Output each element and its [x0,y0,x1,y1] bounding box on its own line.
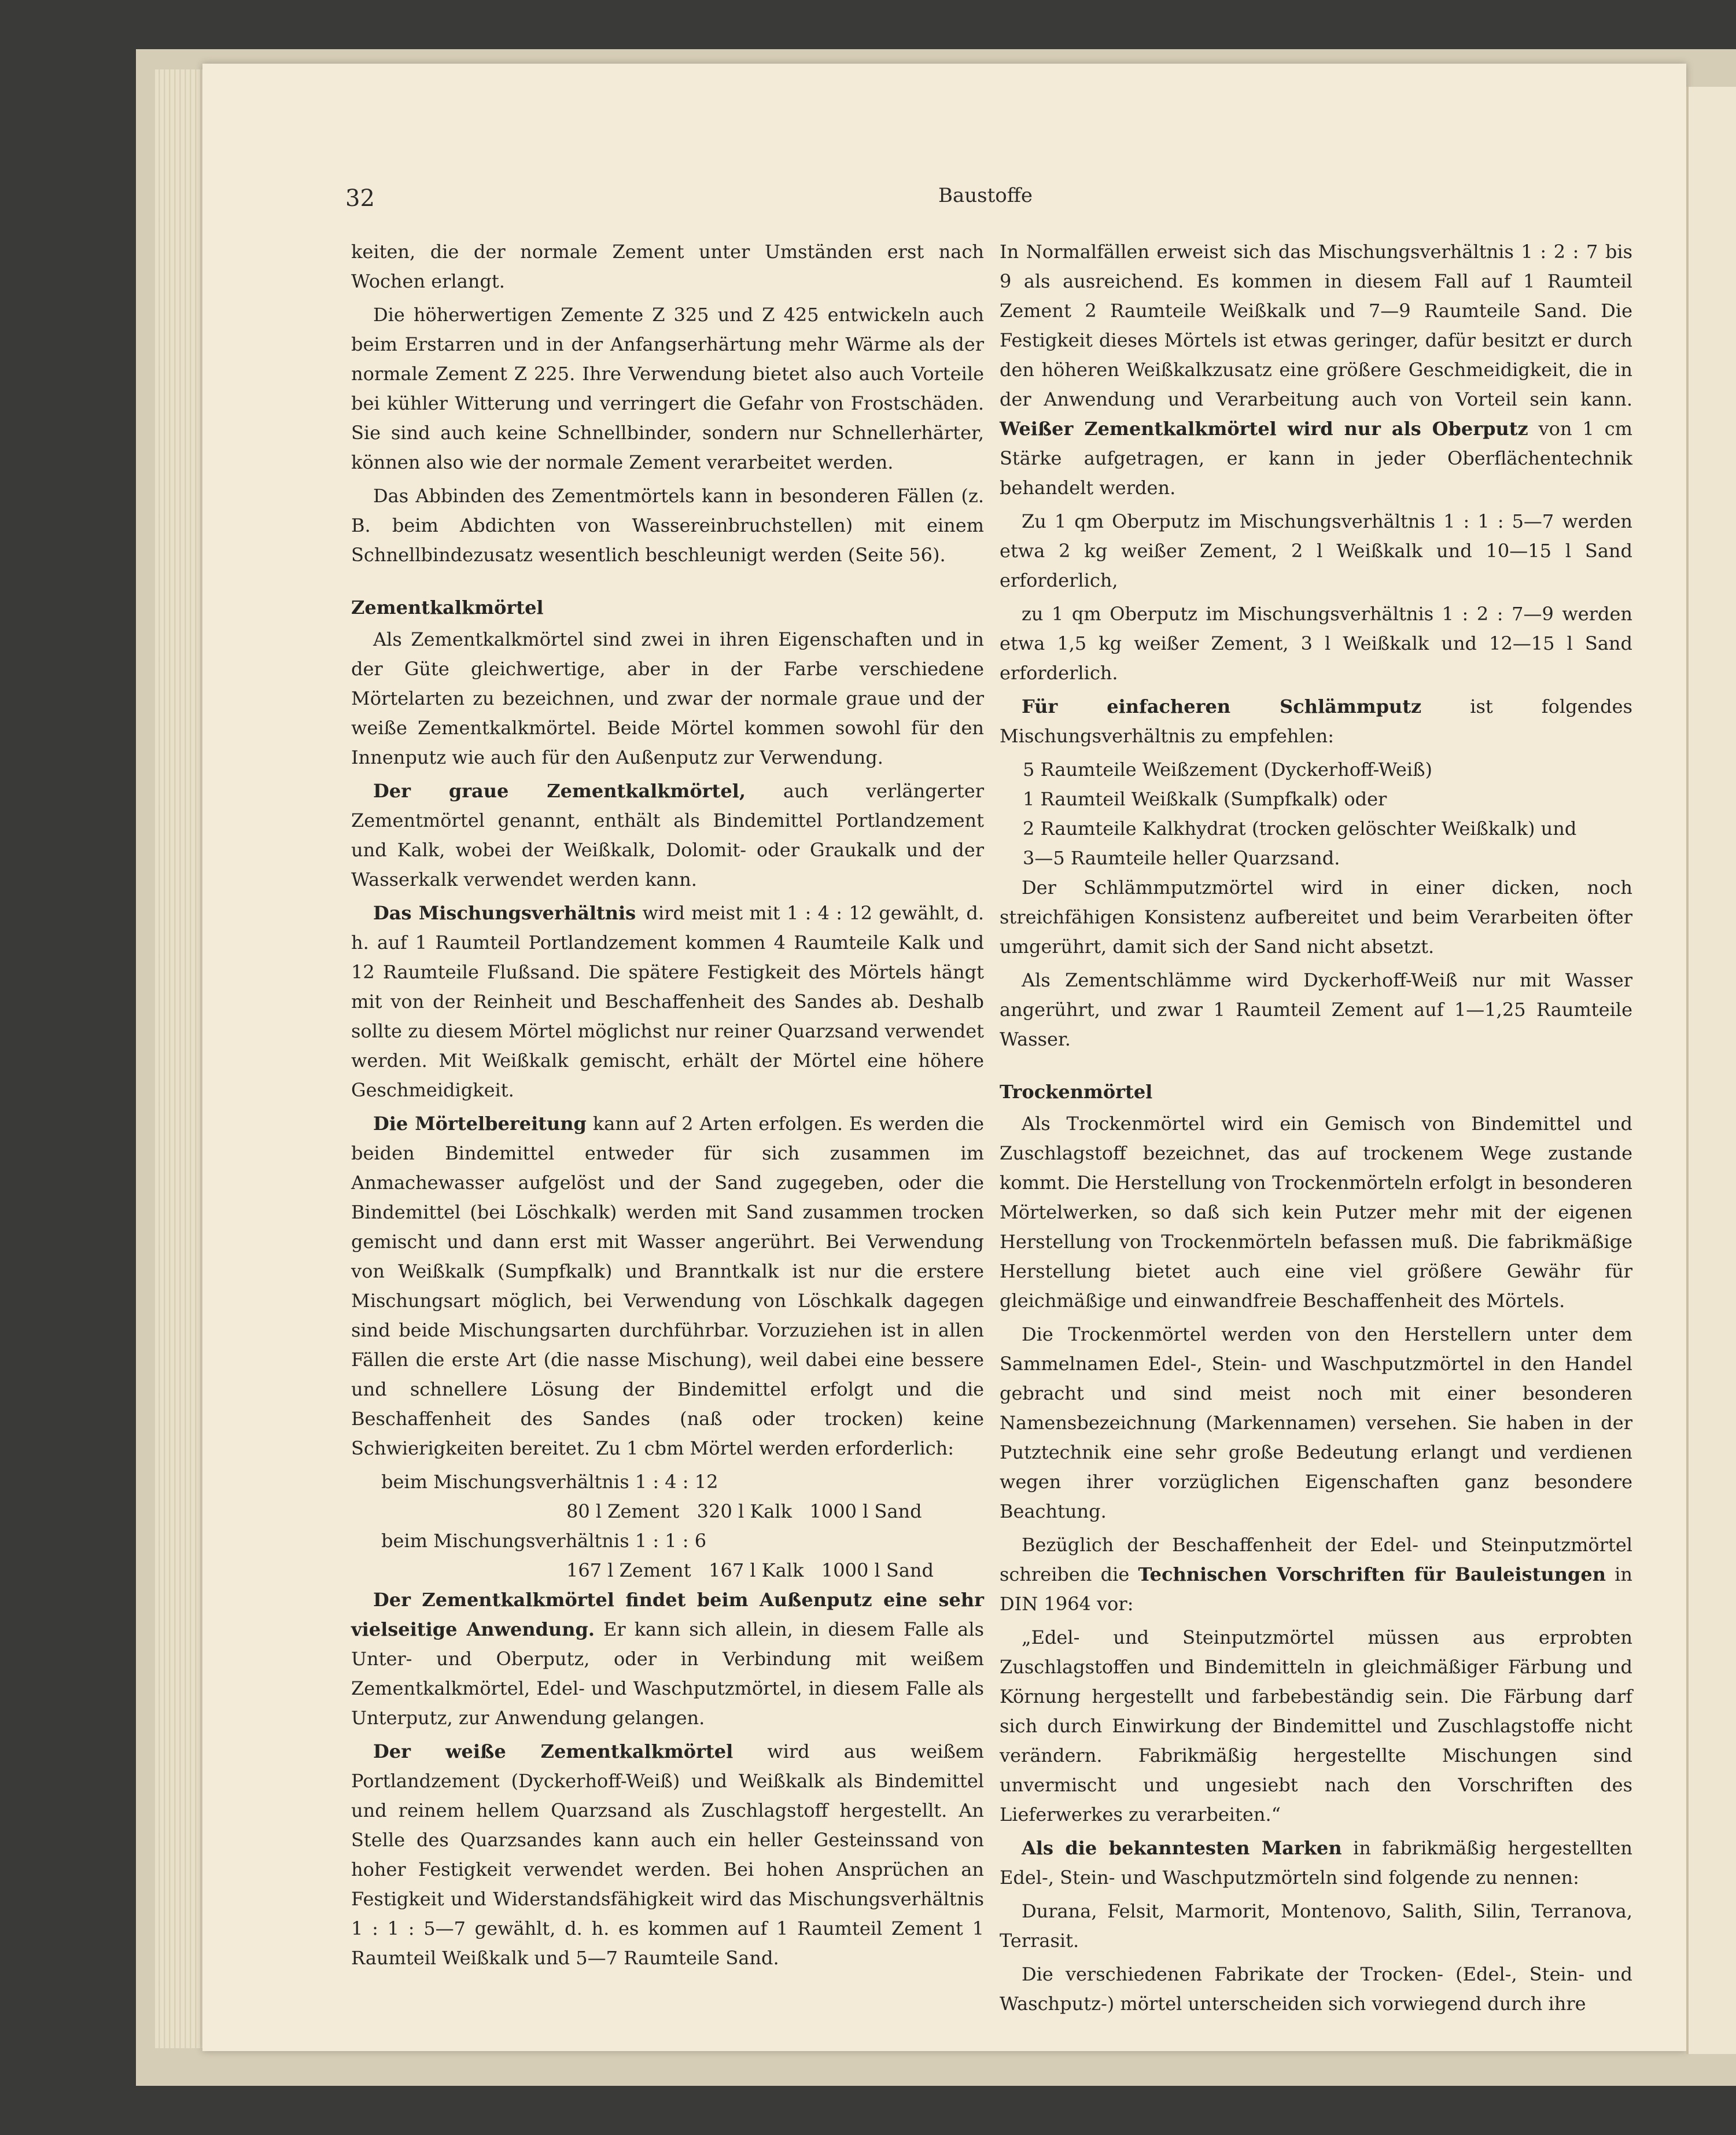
facing-page-edge [1686,87,1736,2054]
paragraph [351,1737,984,1973]
bold-phrase: Weißer Zementkalkmörtel wird nur als Oberputz [1000,418,1528,440]
brand-list: Durana, Felsit, Marmorit, Montenovo, Salith, Silin, Terranova, Terrasit. [1000,1900,1632,1952]
paragraph-text: in fabrikmäßig hergestellten Edel-, Stein- und Waschputzmörteln sind folgende zu nennen: [1000,1837,1633,1889]
paragraph-text: Bezüglich der Beschaffenheit der Edel- und Steinputzmörtel schreiben die [1000,1534,1632,1585]
bold-lead: Der graue Zementkalkmörtel, [373,780,746,802]
paragraph-text: kann auf 2 Arten erfolgen. Es werden die beiden Bindemittel entweder für sich zusammen im Anmachewasser aufgelöst und der Sand zugegeben, oder die Bindemittel (bei Löschkalk) werden mit Sand zusammen trocken gemischt und dann erst mit Wasser angerührt. Bei Verwendung von Weißkalk (Sumpfkalk) und Branntkalk ist nur die erstere Mischungsart möglich, bei Verwendung von Löschkalk dagegen sind beide Mischungsarten durchführbar. Vorzuziehen ist in allen Fällen die erste Art (die nasse Mischung), weil dabei eine bessere und schnellere Lösung der Bindemittel erfolgt und die Beschaffenheit des Sandes (naß oder trocken) keine Schwierigkeiten bereitet. Zu 1 cbm Mörtel werden erforderlich: [351,1113,985,1459]
bold-lead: Als die bekanntesten Marken [1022,1837,1342,1859]
paragraph: Zu 1 qm Oberputz im Mischungsverhältnis 1 : 1 : 5—7 werden etwa 2 kg weißer Zement, 2 l Weißkalk und 10—15 l Sand erforderlich, [1000,510,1632,591]
bold-lead: Der Zementkalkmörtel findet beim Außenputz eine sehr vielseitige Anwendung. [351,1589,984,1640]
paragraph: Die Trockenmörtel werden von den Herstellern unter dem Sammelnamen Edel-, Stein- und Waschputzmörtel in den Handel gebracht und sind meist noch mit einer besonderen Namensbezeichnung (Markennamen) versehen. Sie haben in der Putztechnik eine sehr große Bedeutung erlangt und verdienen wegen ihrer vorzüglichen Eigenschaften ganz besondere Beachtung. [1000,1323,1632,1522]
paragraph-text: In Normalfällen erweist sich das Mischungsverhältnis 1 : 2 : 7 bis 9 als ausreichend. Es kommen in diesem Fall auf 1 Raumteil Zement 2 Raumteile Weißkalk und 7—9 Raumteile Sand. Die Festigkeit dieses Mörtels ist etwas geringer, dafür besitzt er durch den höheren Weißkalkzusatz eine größere Geschmeidigkeit, die in der Anwendung und Verarbeitung auch von Vorteil sein kann. [1000,241,1632,410]
mix-ratio-label: beim Mischungsverhältnis 1 : 4 : 12 [381,1471,718,1493]
paragraph [1000,1834,1632,1893]
paragraph: Der Schlämmputzmörtel wird in einer dicken, noch streichfähigen Konsistenz aufbereitet und beim Verarbeiten öfter umgerührt, damit sich der Sand nicht absetzt. [1000,877,1632,958]
bold-lead: Die Mörtelbereitung [373,1113,587,1135]
paragraph [1000,692,1632,751]
quote-paragraph: „Edel- und Steinputzmörtel müssen aus erprobten Zuschlagstoffen und Bindemitteln in gleichmäßiger Färbung und Körnung hergestellt und farbebeständig sein. Die Färbung darf sich durch Einwirkung der Bindemittel und Zuschlagstoffe nicht verändern. Fabrikmäßig hergestellte Mischungen sind unvermischt und ungesiebt nach den Vorschriften des Lieferwerkes zu verarbeiten.“ [1000,1626,1632,1825]
paragraph-text: von 1 cm Stärke aufgetragen, er kann in jeder Oberflächentechnik behandelt werden. [1000,418,1633,499]
paragraph: Die verschiedenen Fabrikate der Trocken- (Edel-, Stein- und Waschputz-) mörtel unterscheiden sich vorwiegend durch ihre [1000,1963,1632,2015]
left-column [351,237,984,1977]
mix-ratio-label: beim Mischungsverhältnis 1 : 1 : 6 [381,1530,707,1552]
paragraph: Als Trockenmörtel wird ein Gemisch von Bindemittel und Zuschlagstoff bezeichnet, das auf trockenem Wege zustande kommt. Die Herstellung von Trockenmörteln erfolgt in besonderen Mörtelwerken, so daß sich kein Putzer mehr mit der eigenen Herstellung von Trockenmörteln befassen muß. Die fabrikmäßige Herstellung bietet auch eine viel größere Gewähr für gleichmäßige und einwandfreie Beschaffenheit des Mörtels. [1000,1113,1632,1312]
list-item: 3—5 Raumteile heller Quarzsand. [1023,847,1340,869]
mix-ratio-values: 167 l Zement 167 l Kalk 1000 l Sand [566,1559,934,1581]
paragraph-text: wird meist mit 1 : 4 : 12 gewählt, d. h. auf 1 Raumteil Portlandzement kommen 4 Raumteile Kalk und 12 Raumteile Flußsand. Die spätere Festigkeit des Mörtels hängt mit von der Reinheit und Beschaffenheit des Sandes ab. Deshalb sollte zu diesem Mörtel möglichst nur reiner Quarzsand verwendet werden. Mit Weißkalk gemischt, erhält der Mörtel eine höhere Geschmeidigkeit. [351,902,985,1101]
running-title: Baustoffe [938,184,1033,207]
paragraph-text: ist folgendes Mischungsverhältnis zu empfehlen: [1000,695,1633,747]
bold-lead: Das Mischungsverhältnis [373,902,636,924]
paragraph: Als Zementkalkmörtel sind zwei in ihren Eigenschaften und in der Güte gleichwertige, aber in der Farbe verschiedene Mörtelarten zu bezeichnen, und zwar der normale graue und der weiße Zementkalkmörtel. Beide Mörtel kommen sowohl für den Innenputz wie auch für den Außenputz zur Verwendung. [351,628,984,768]
list-item: 5 Raumteile Weißzement (Dyckerhoff-Weiß) [1023,759,1432,781]
paragraph [1000,1530,1632,1619]
paragraph: Das Abbinden des Zementmörtels kann in besonderen Fällen (z. B. beim Abdichten von Wassereinbruchstellen) mit einem Schnellbindezusatz wesentlich beschleunigt werden (Seite 56). [351,485,984,566]
mix-list [1023,755,1632,873]
paragraph [351,1109,984,1463]
paragraph [351,776,984,895]
page-number: 32 [345,185,375,212]
paragraph-text: auch verlängerter Zementmörtel genannt, enthält als Bindemittel Portlandzement und Kalk, wobei der Weißkalk, Dolomit- oder Graukalk und der Wasserkalk verwendet werden kann. [351,780,985,890]
paragraph: keiten, die der normale Zement unter Umständen erst nach Wochen erlangt. [351,241,984,292]
paragraph: Die höherwertigen Zemente Z 325 und Z 425 entwickeln auch beim Erstarren und in der Anfangserhärtung mehr Wärme als der normale Zement Z 225. Ihre Verwendung bietet also auch Vorteile bei kühler Witterung und verringert die Gefahr von Frostschäden. Sie sind auch keine Schnellbinder, sondern nur Schnellerhärter, können also wie der normale Zement verarbeitet werden. [351,304,984,473]
bold-lead: Der weiße Zementkalkmörtel [373,1740,734,1762]
paragraph-text: wird aus weißem Portlandzement (Dyckerhoff-Weiß) und Weißkalk als Bindemittel und reinem hellem Quarzsand als Zuschlagstoff hergestellt. An Stelle des Quarzsandes kann auch ein heller Gesteinssand von hoher Festigkeit verwendet werden. Bei hohen Ansprüchen an Festigkeit und Widerstandsfähigkeit wird das Mischungsverhältnis 1 : 1 : 5—7 gewählt, d. h. es kommen auf 1 Raumteil Zement 1 Raumteil Weißkalk und 5—7 Raumteile Sand. [351,1740,985,1969]
bold-lead: Für einfacheren Schlämmputz [1022,695,1422,717]
paragraph [1000,237,1632,503]
right-column [1000,237,1632,2023]
paragraph-text: in DIN 1964 vor: [1000,1563,1633,1615]
section-heading: Trockenmörtel [1000,1081,1153,1103]
paragraph: Als Zementschlämme wird Dyckerhoff-Weiß nur mit Wasser angerührt, und zwar 1 Raumteil Zement auf 1—1,25 Raumteile Wasser. [1000,969,1632,1050]
mix-ratio-values: 80 l Zement 320 l Kalk 1000 l Sand [566,1500,922,1522]
paragraph [351,1585,984,1733]
list-item: 2 Raumteile Kalkhydrat (trocken gelöschter Weißkalk) und [1023,818,1577,840]
section-heading: Zementkalkmörtel [351,597,544,619]
bold-phrase: Technischen Vorschriften für Bauleistungen [1138,1563,1606,1585]
list-item: 1 Raumteil Weißkalk (Sumpfkalk) oder [1023,788,1387,810]
paragraph: zu 1 qm Oberputz im Mischungsverhältnis 1 : 2 : 7—9 werden etwa 1,5 kg weißer Zement, 3 l Weißkalk und 12—15 l Sand erforderlich. [1000,603,1632,684]
paragraph [351,899,984,1105]
paragraph-text: Er kann sich allein, in diesem Falle als Unter- und Oberputz, oder in Verbindung mit weißem Zementkalkmörtel, Edel- und Waschputzmörtel, in diesem Falle als Unterputz, zur Anwendung gelangen. [351,1618,985,1729]
